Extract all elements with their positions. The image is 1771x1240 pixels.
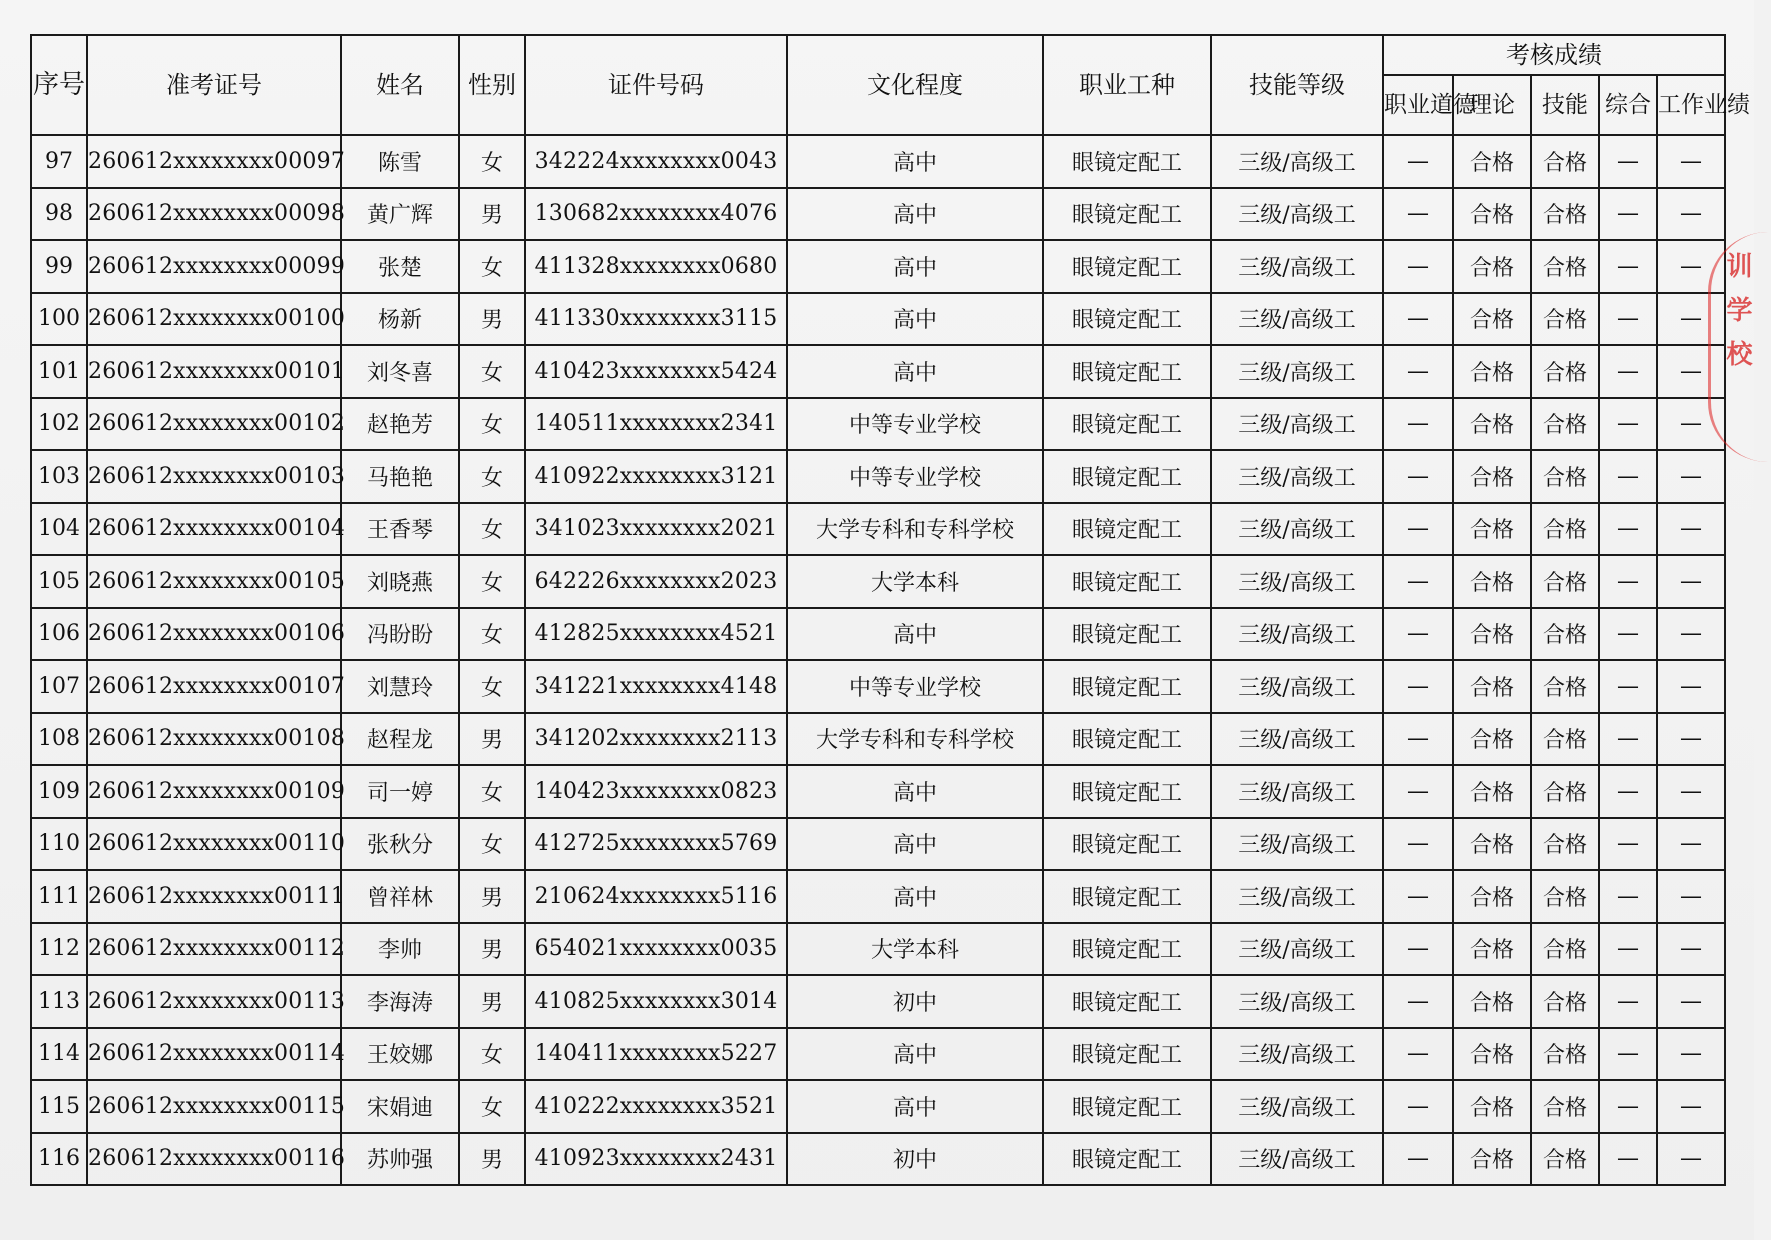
cell-ticket: 260612xxxxxxxx00105	[87, 555, 341, 608]
cell-theory: 合格	[1453, 240, 1531, 293]
cell-education: 高中	[787, 345, 1043, 398]
cell-ticket: 260612xxxxxxxx00101	[87, 345, 341, 398]
cell-level: 三级/高级工	[1211, 188, 1383, 241]
col-header-education: 文化程度	[787, 35, 1043, 135]
cell-level: 三级/高级工	[1211, 713, 1383, 766]
cell-name: 黄广辉	[341, 188, 459, 241]
cell-theory: 合格	[1453, 765, 1531, 818]
cell-theory: 合格	[1453, 398, 1531, 451]
cell-level: 三级/高级工	[1211, 555, 1383, 608]
cell-performance: —	[1657, 870, 1725, 923]
cell-id: 140511xxxxxxxx2341	[525, 398, 787, 451]
cell-theory: 合格	[1453, 818, 1531, 871]
cell-skill: 合格	[1531, 713, 1599, 766]
cell-id: 410923xxxxxxxx2431	[525, 1133, 787, 1186]
cell-education: 高中	[787, 240, 1043, 293]
table-row	[31, 135, 1725, 188]
cell-performance: —	[1657, 345, 1725, 398]
cell-occupation: 眼镜定配工	[1043, 765, 1211, 818]
cell-name: 曾祥林	[341, 870, 459, 923]
col-header-skill: 技能	[1531, 75, 1599, 135]
cell-id: 410825xxxxxxxx3014	[525, 975, 787, 1028]
cell-skill: 合格	[1531, 1028, 1599, 1081]
cell-level: 三级/高级工	[1211, 503, 1383, 556]
cell-performance: —	[1657, 555, 1725, 608]
cell-ticket: 260612xxxxxxxx00115	[87, 1080, 341, 1133]
cell-gender: 男	[459, 188, 525, 241]
cell-skill: 合格	[1531, 555, 1599, 608]
cell-theory: 合格	[1453, 923, 1531, 976]
table-row	[31, 503, 1725, 556]
cell-occupation: 眼镜定配工	[1043, 1080, 1211, 1133]
cell-level: 三级/高级工	[1211, 975, 1383, 1028]
cell-education: 高中	[787, 870, 1043, 923]
cell-overall: —	[1599, 660, 1657, 713]
cell-gender: 女	[459, 345, 525, 398]
col-header-id: 证件号码	[525, 35, 787, 135]
table-row	[31, 1028, 1725, 1081]
cell-name: 王姣娜	[341, 1028, 459, 1081]
cell-skill: 合格	[1531, 135, 1599, 188]
cell-education: 高中	[787, 135, 1043, 188]
cell-occupation: 眼镜定配工	[1043, 870, 1211, 923]
cell-gender: 女	[459, 660, 525, 713]
cell-performance: —	[1657, 1133, 1725, 1186]
cell-skill: 合格	[1531, 398, 1599, 451]
cell-ticket: 260612xxxxxxxx00098	[87, 188, 341, 241]
cell-overall: —	[1599, 1133, 1657, 1186]
col-header-level: 技能等级	[1211, 35, 1383, 135]
cell-seq: 105	[31, 555, 87, 608]
table-row	[31, 923, 1725, 976]
cell-skill: 合格	[1531, 923, 1599, 976]
table-row	[31, 345, 1725, 398]
cell-level: 三级/高级工	[1211, 1133, 1383, 1186]
cell-seq: 111	[31, 870, 87, 923]
cell-ticket: 260612xxxxxxxx00111	[87, 870, 341, 923]
cell-education: 大学本科	[787, 555, 1043, 608]
col-header-overall: 综合	[1599, 75, 1657, 135]
cell-theory: 合格	[1453, 1028, 1531, 1081]
cell-overall: —	[1599, 923, 1657, 976]
cell-theory: 合格	[1453, 870, 1531, 923]
stamp-text: 训学校	[1722, 252, 1752, 384]
table-row	[31, 240, 1725, 293]
cell-theory: 合格	[1453, 188, 1531, 241]
cell-education: 高中	[787, 608, 1043, 661]
table-row	[31, 660, 1725, 713]
cell-education: 大学专科和专科学校	[787, 503, 1043, 556]
col-header-ethics: 职业道德	[1383, 75, 1453, 135]
cell-overall: —	[1599, 240, 1657, 293]
cell-gender: 女	[459, 398, 525, 451]
cell-overall: —	[1599, 293, 1657, 346]
cell-skill: 合格	[1531, 608, 1599, 661]
cell-id: 412825xxxxxxxx4521	[525, 608, 787, 661]
cell-seq: 98	[31, 188, 87, 241]
cell-level: 三级/高级工	[1211, 1028, 1383, 1081]
cell-skill: 合格	[1531, 765, 1599, 818]
cell-ethics: —	[1383, 818, 1453, 871]
cell-overall: —	[1599, 765, 1657, 818]
table-row	[31, 293, 1725, 346]
cell-name: 马艳艳	[341, 450, 459, 503]
cell-education: 高中	[787, 1028, 1043, 1081]
cell-level: 三级/高级工	[1211, 450, 1383, 503]
cell-name: 冯盼盼	[341, 608, 459, 661]
cell-id: 411330xxxxxxxx3115	[525, 293, 787, 346]
cell-seq: 97	[31, 135, 87, 188]
cell-name: 司一婷	[341, 765, 459, 818]
col-header-theory: 理论	[1453, 75, 1531, 135]
cell-ethics: —	[1383, 713, 1453, 766]
cell-level: 三级/高级工	[1211, 1080, 1383, 1133]
cell-id: 140411xxxxxxxx5227	[525, 1028, 787, 1081]
col-header-ticket: 准考证号	[87, 35, 341, 135]
cell-occupation: 眼镜定配工	[1043, 608, 1211, 661]
cell-ethics: —	[1383, 503, 1453, 556]
cell-ethics: —	[1383, 135, 1453, 188]
cell-education: 初中	[787, 1133, 1043, 1186]
cell-id: 410922xxxxxxxx3121	[525, 450, 787, 503]
cell-occupation: 眼镜定配工	[1043, 240, 1211, 293]
cell-name: 赵程龙	[341, 713, 459, 766]
cell-skill: 合格	[1531, 660, 1599, 713]
cell-seq: 102	[31, 398, 87, 451]
cell-ticket: 260612xxxxxxxx00104	[87, 503, 341, 556]
cell-level: 三级/高级工	[1211, 293, 1383, 346]
cell-ethics: —	[1383, 975, 1453, 1028]
cell-skill: 合格	[1531, 293, 1599, 346]
cell-ethics: —	[1383, 608, 1453, 661]
cell-gender: 男	[459, 923, 525, 976]
cell-ticket: 260612xxxxxxxx00110	[87, 818, 341, 871]
cell-name: 王香琴	[341, 503, 459, 556]
cell-ticket: 260612xxxxxxxx00114	[87, 1028, 341, 1081]
cell-name: 宋娟迪	[341, 1080, 459, 1133]
cell-occupation: 眼镜定配工	[1043, 555, 1211, 608]
cell-name: 苏帅强	[341, 1133, 459, 1186]
cell-name: 李帅	[341, 923, 459, 976]
cell-education: 中等专业学校	[787, 398, 1043, 451]
cell-theory: 合格	[1453, 713, 1531, 766]
cell-level: 三级/高级工	[1211, 660, 1383, 713]
cell-overall: —	[1599, 188, 1657, 241]
table-row	[31, 713, 1725, 766]
col-header-gender: 性别	[459, 35, 525, 135]
cell-seq: 99	[31, 240, 87, 293]
cell-seq: 108	[31, 713, 87, 766]
cell-gender: 女	[459, 135, 525, 188]
cell-overall: —	[1599, 398, 1657, 451]
cell-seq: 101	[31, 345, 87, 398]
cell-theory: 合格	[1453, 450, 1531, 503]
cell-gender: 男	[459, 975, 525, 1028]
cell-theory: 合格	[1453, 660, 1531, 713]
cell-education: 高中	[787, 293, 1043, 346]
cell-overall: —	[1599, 503, 1657, 556]
cell-gender: 女	[459, 1080, 525, 1133]
cell-skill: 合格	[1531, 818, 1599, 871]
cell-ethics: —	[1383, 660, 1453, 713]
cell-ethics: —	[1383, 240, 1453, 293]
cell-name: 张秋分	[341, 818, 459, 871]
cell-skill: 合格	[1531, 345, 1599, 398]
cell-ethics: —	[1383, 450, 1453, 503]
cell-seq: 110	[31, 818, 87, 871]
cell-level: 三级/高级工	[1211, 398, 1383, 451]
cell-name: 赵艳芳	[341, 398, 459, 451]
cell-id: 411328xxxxxxxx0680	[525, 240, 787, 293]
cell-ethics: —	[1383, 1080, 1453, 1133]
cell-performance: —	[1657, 975, 1725, 1028]
table-header	[31, 35, 1750, 135]
table-row	[31, 818, 1725, 871]
cell-level: 三级/高级工	[1211, 345, 1383, 398]
cell-overall: —	[1599, 555, 1657, 608]
cell-id: 140423xxxxxxxx0823	[525, 765, 787, 818]
cell-overall: —	[1599, 1080, 1657, 1133]
cell-theory: 合格	[1453, 1080, 1531, 1133]
cell-name: 刘冬喜	[341, 345, 459, 398]
cell-id: 130682xxxxxxxx4076	[525, 188, 787, 241]
cell-occupation: 眼镜定配工	[1043, 188, 1211, 241]
cell-seq: 114	[31, 1028, 87, 1081]
cell-performance: —	[1657, 608, 1725, 661]
cell-occupation: 眼镜定配工	[1043, 1133, 1211, 1186]
cell-gender: 女	[459, 608, 525, 661]
cell-seq: 106	[31, 608, 87, 661]
cell-overall: —	[1599, 713, 1657, 766]
cell-theory: 合格	[1453, 555, 1531, 608]
table-row	[31, 870, 1725, 923]
cell-performance: —	[1657, 188, 1725, 241]
cell-education: 中等专业学校	[787, 660, 1043, 713]
cell-education: 中等专业学校	[787, 450, 1043, 503]
cell-occupation: 眼镜定配工	[1043, 450, 1211, 503]
cell-theory: 合格	[1453, 345, 1531, 398]
cell-occupation: 眼镜定配工	[1043, 713, 1211, 766]
cell-performance: —	[1657, 765, 1725, 818]
cell-level: 三级/高级工	[1211, 240, 1383, 293]
cell-id: 342224xxxxxxxx0043	[525, 135, 787, 188]
cell-ticket: 260612xxxxxxxx00116	[87, 1133, 341, 1186]
cell-ticket: 260612xxxxxxxx00112	[87, 923, 341, 976]
cell-performance: —	[1657, 818, 1725, 871]
cell-level: 三级/高级工	[1211, 923, 1383, 976]
cell-performance: —	[1657, 135, 1725, 188]
cell-skill: 合格	[1531, 450, 1599, 503]
cell-ethics: —	[1383, 293, 1453, 346]
cell-theory: 合格	[1453, 975, 1531, 1028]
cell-ethics: —	[1383, 923, 1453, 976]
cell-overall: —	[1599, 1028, 1657, 1081]
cell-education: 高中	[787, 818, 1043, 871]
cell-ticket: 260612xxxxxxxx00099	[87, 240, 341, 293]
cell-gender: 女	[459, 450, 525, 503]
table-row	[31, 765, 1725, 818]
cell-performance: —	[1657, 1080, 1725, 1133]
cell-theory: 合格	[1453, 503, 1531, 556]
table-row	[31, 1133, 1725, 1186]
cell-gender: 男	[459, 713, 525, 766]
cell-occupation: 眼镜定配工	[1043, 398, 1211, 451]
cell-skill: 合格	[1531, 240, 1599, 293]
cell-seq: 116	[31, 1133, 87, 1186]
cell-occupation: 眼镜定配工	[1043, 818, 1211, 871]
cell-education: 高中	[787, 765, 1043, 818]
cell-performance: —	[1657, 923, 1725, 976]
cell-name: 李海涛	[341, 975, 459, 1028]
cell-gender: 女	[459, 503, 525, 556]
cell-gender: 男	[459, 293, 525, 346]
cell-performance: —	[1657, 450, 1725, 503]
cell-seq: 115	[31, 1080, 87, 1133]
cell-id: 410423xxxxxxxx5424	[525, 345, 787, 398]
cell-ticket: 260612xxxxxxxx00113	[87, 975, 341, 1028]
col-header-scores-group: 考核成绩	[1383, 35, 1725, 75]
cell-overall: —	[1599, 870, 1657, 923]
cell-performance: —	[1657, 293, 1725, 346]
cell-ethics: —	[1383, 765, 1453, 818]
cell-ethics: —	[1383, 398, 1453, 451]
cell-gender: 男	[459, 1133, 525, 1186]
cell-seq: 100	[31, 293, 87, 346]
cell-ticket: 260612xxxxxxxx00100	[87, 293, 341, 346]
cell-level: 三级/高级工	[1211, 765, 1383, 818]
cell-ticket: 260612xxxxxxxx00107	[87, 660, 341, 713]
cell-skill: 合格	[1531, 188, 1599, 241]
cell-name: 张楚	[341, 240, 459, 293]
cell-performance: —	[1657, 503, 1725, 556]
cell-theory: 合格	[1453, 293, 1531, 346]
cell-occupation: 眼镜定配工	[1043, 135, 1211, 188]
cell-level: 三级/高级工	[1211, 870, 1383, 923]
cell-gender: 女	[459, 818, 525, 871]
cell-overall: —	[1599, 135, 1657, 188]
table-row	[31, 188, 1725, 241]
cell-id: 412725xxxxxxxx5769	[525, 818, 787, 871]
cell-gender: 男	[459, 870, 525, 923]
cell-name: 刘晓燕	[341, 555, 459, 608]
cell-level: 三级/高级工	[1211, 818, 1383, 871]
cell-skill: 合格	[1531, 503, 1599, 556]
cell-skill: 合格	[1531, 870, 1599, 923]
cell-name: 杨新	[341, 293, 459, 346]
cell-seq: 107	[31, 660, 87, 713]
cell-performance: —	[1657, 1028, 1725, 1081]
table-row	[31, 1080, 1725, 1133]
cell-id: 642226xxxxxxxx2023	[525, 555, 787, 608]
cell-seq: 104	[31, 503, 87, 556]
cell-gender: 女	[459, 765, 525, 818]
cell-ticket: 260612xxxxxxxx00109	[87, 765, 341, 818]
cell-theory: 合格	[1453, 1133, 1531, 1186]
table-row	[31, 555, 1725, 608]
cell-seq: 112	[31, 923, 87, 976]
cell-seq: 103	[31, 450, 87, 503]
cell-occupation: 眼镜定配工	[1043, 923, 1211, 976]
cell-level: 三级/高级工	[1211, 608, 1383, 661]
cell-gender: 女	[459, 555, 525, 608]
cell-overall: —	[1599, 608, 1657, 661]
cell-ticket: 260612xxxxxxxx00097	[87, 135, 341, 188]
table-row	[31, 975, 1725, 1028]
cell-ticket: 260612xxxxxxxx00102	[87, 398, 341, 451]
cell-education: 大学本科	[787, 923, 1043, 976]
cell-performance: —	[1657, 660, 1725, 713]
cell-id: 341023xxxxxxxx2021	[525, 503, 787, 556]
cell-name: 刘慧玲	[341, 660, 459, 713]
cell-overall: —	[1599, 450, 1657, 503]
cell-occupation: 眼镜定配工	[1043, 660, 1211, 713]
cell-occupation: 眼镜定配工	[1043, 345, 1211, 398]
col-header-performance: 工作业绩	[1657, 75, 1725, 135]
cell-gender: 女	[459, 1028, 525, 1081]
col-header-seq: 序号	[31, 35, 87, 135]
cell-ethics: —	[1383, 555, 1453, 608]
cell-education: 高中	[787, 188, 1043, 241]
red-seal-stamp	[1708, 232, 1771, 462]
cell-performance: —	[1657, 240, 1725, 293]
cell-ethics: —	[1383, 188, 1453, 241]
cell-performance: —	[1657, 713, 1725, 766]
cell-ticket: 260612xxxxxxxx00106	[87, 608, 341, 661]
cell-theory: 合格	[1453, 135, 1531, 188]
cell-skill: 合格	[1531, 975, 1599, 1028]
cell-ticket: 260612xxxxxxxx00108	[87, 713, 341, 766]
cell-gender: 女	[459, 240, 525, 293]
cell-occupation: 眼镜定配工	[1043, 293, 1211, 346]
cell-id: 341202xxxxxxxx2113	[525, 713, 787, 766]
cell-id: 410222xxxxxxxx3521	[525, 1080, 787, 1133]
cell-ethics: —	[1383, 345, 1453, 398]
cell-education: 高中	[787, 1080, 1043, 1133]
table-row	[31, 398, 1725, 451]
cell-skill: 合格	[1531, 1133, 1599, 1186]
cell-id: 210624xxxxxxxx5116	[525, 870, 787, 923]
cell-id: 341221xxxxxxxx4148	[525, 660, 787, 713]
cell-theory: 合格	[1453, 608, 1531, 661]
cell-occupation: 眼镜定配工	[1043, 503, 1211, 556]
cell-education: 大学专科和专科学校	[787, 713, 1043, 766]
cell-ethics: —	[1383, 870, 1453, 923]
col-header-occupation: 职业工种	[1043, 35, 1211, 135]
cell-overall: —	[1599, 345, 1657, 398]
cell-id: 654021xxxxxxxx0035	[525, 923, 787, 976]
cell-occupation: 眼镜定配工	[1043, 1028, 1211, 1081]
col-header-name: 姓名	[341, 35, 459, 135]
cell-overall: —	[1599, 818, 1657, 871]
cell-overall: —	[1599, 975, 1657, 1028]
cell-level: 三级/高级工	[1211, 135, 1383, 188]
cell-ticket: 260612xxxxxxxx00103	[87, 450, 341, 503]
cell-performance: —	[1657, 398, 1725, 451]
cell-seq: 109	[31, 765, 87, 818]
table-body	[31, 135, 1725, 1185]
cell-ethics: —	[1383, 1133, 1453, 1186]
cell-name: 陈雪	[341, 135, 459, 188]
cell-skill: 合格	[1531, 1080, 1599, 1133]
cell-occupation: 眼镜定配工	[1043, 975, 1211, 1028]
table-row	[31, 608, 1725, 661]
cell-education: 初中	[787, 975, 1043, 1028]
cell-seq: 113	[31, 975, 87, 1028]
cell-ethics: —	[1383, 1028, 1453, 1081]
table-row	[31, 450, 1725, 503]
